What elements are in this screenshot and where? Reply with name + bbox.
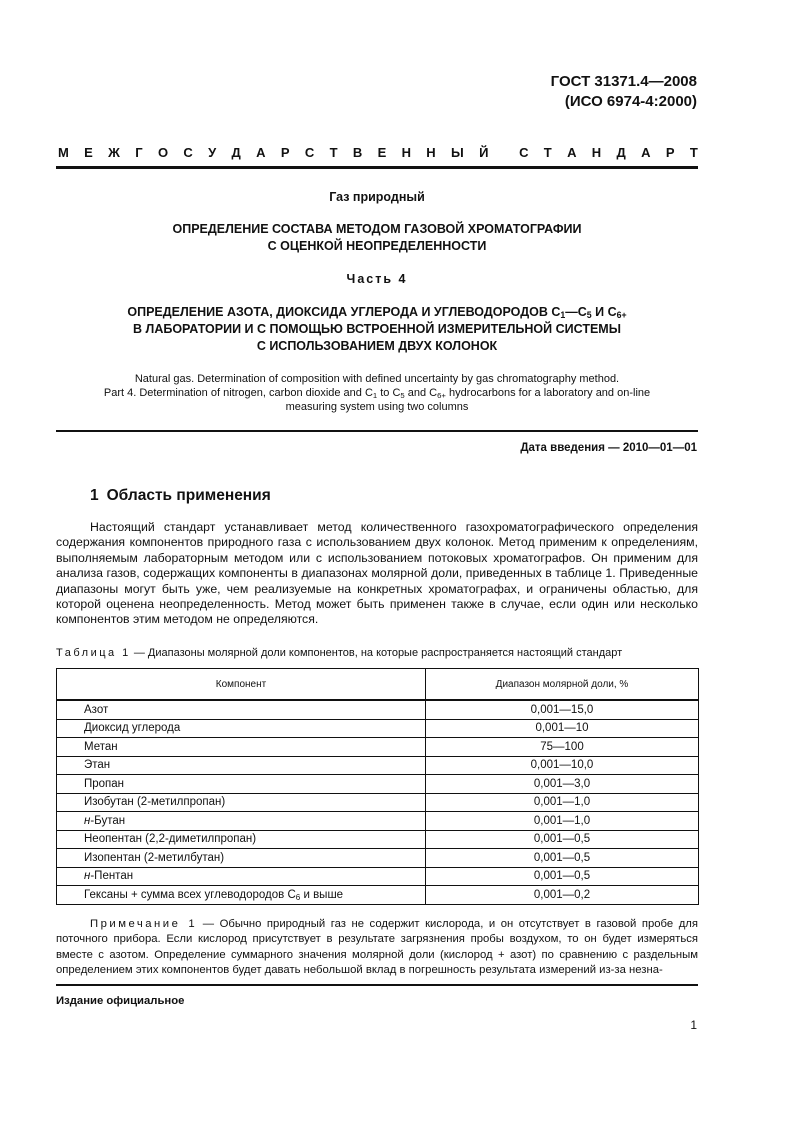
table-row: [57, 700, 699, 719]
interstate-letter: Е: [377, 145, 387, 160]
component-cell: Азот: [57, 700, 426, 719]
part-title-line-2: В ЛАБОРАТОРИИ И С ПОМОЩЬЮ ВСТРОЕННОЙ ИЗМЕРИТЕЛЬНОЙ СИСТЕМЫ: [133, 322, 621, 336]
range-cell: 0,001—10: [426, 719, 699, 738]
table-row: [57, 886, 699, 905]
range-cell: 0,001—10,0: [426, 756, 699, 775]
table-row: [57, 738, 699, 757]
document-title: [56, 221, 698, 255]
table-row: [57, 756, 699, 775]
component-cell: Изопентан (2-метилбутан): [57, 849, 426, 868]
interstate-letter: С: [304, 145, 315, 160]
interstate-letter: Ы: [451, 145, 464, 160]
interstate-letter: М: [58, 145, 69, 160]
edition-label: Издание официальное: [56, 995, 185, 1007]
title-divider: [56, 430, 698, 432]
interstate-letter: У: [208, 145, 217, 160]
component-ranges-table: [56, 668, 699, 905]
range-cell: 0,001—0,5: [426, 830, 699, 849]
table-caption-text: — Диапазоны молярной доли компонентов, на которые распространяется настоящий стандарт: [130, 647, 623, 659]
range-cell: 75—100: [426, 738, 699, 757]
column-header-range: Диапазон молярной доли, %: [426, 669, 699, 701]
interstate-letter: А: [641, 145, 651, 160]
table-header-row: [57, 669, 699, 701]
section-title: Область применения: [106, 487, 271, 504]
table-row: [57, 812, 699, 831]
english-title-line-1: Natural gas. Determination of composition with defined uncertainty by gas chromatography method.: [134, 373, 620, 385]
table-row: [57, 719, 699, 738]
english-title-line-3: measuring system using two columns: [285, 401, 469, 413]
interstate-letter: Н: [591, 145, 602, 160]
interstate-letter: Н: [426, 145, 436, 160]
part-title: [56, 304, 698, 355]
table-row: [57, 849, 699, 868]
note-1: [56, 917, 698, 979]
interstate-letter: Р: [280, 145, 290, 160]
component-cell: Изобутан (2-метилпропан): [57, 793, 426, 812]
date-introduced: Дата введения — 2010—01—01: [520, 442, 697, 454]
column-header-component: Компонент: [57, 669, 426, 701]
part-title-line-1: ОПРЕДЕЛЕНИЕ АЗОТА, ДИОКСИДА УГЛЕРОДА И УГЛЕВОДОРОДОВ $С_1—С_5$ И $С_{6+}$: [127, 305, 627, 321]
interstate-letter: Д: [616, 145, 626, 160]
interstate-letter: А: [256, 145, 266, 160]
section-paragraph: Настоящий стандарт устанавливает метод количественного газохроматографического определения содержания компонентов природного газа с использованием двух колонок. Метод применим к определениям, выполняемым лабораторным методом или с использованием потоковых хроматографов. Он применим для анализа газов, содержащих компоненты в диапазонах молярной доли, приведенных в таблице 1. Приведенные диапазоны могут быть уже, чем реализуемые на конкретных хроматографах, и ограничены областью, для которой оценена неопределенность. Метод может быть применен также в случае, если один или несколько компонентов этим методом не определяются.: [56, 520, 698, 627]
title-line-1: ОПРЕДЕЛЕНИЕ СОСТАВА МЕТОДОМ ГАЗОВОЙ ХРОМАТОГРАФИИ: [172, 222, 582, 236]
interstate-letter: Т: [543, 145, 552, 160]
title-line-2: С ОЦЕНКОЙ НЕОПРЕДЕЛЕННОСТИ: [267, 239, 487, 253]
component-cell: Гексаны + сумма всех углеводородов $С_6$ и выше: [57, 886, 426, 905]
footer-divider: [56, 984, 698, 986]
range-cell: 0,001—15,0: [426, 700, 699, 719]
component-cell: Метан: [57, 738, 426, 757]
note-text: — Обычно природный газ не содержит кислорода, и он отсутствует в газовой пробе для поточного прибора. Если кислород присутствует в результате загрязнения пробы воздухом, то он будет измеряться вместе с азотом. Определение суммарного значения молярной доли (кислород + азот) по сравнению с раздельным определением этих компонентов будет давать небольшой вклад в погрешность результата измерений из-за незна-: [56, 918, 698, 977]
interstate-letter: Е: [84, 145, 93, 160]
document-subtitle: Газ природный: [329, 190, 425, 204]
table-caption: [56, 647, 622, 659]
component-cell: Неопентан (2,2-диметилпропан): [57, 830, 426, 849]
interstate-letter: Т: [689, 145, 698, 160]
table-row: [57, 793, 699, 812]
component-cell: н-Пентан: [57, 867, 426, 886]
component-cell: н-Бутан: [57, 812, 426, 831]
interstate-letter: Ж: [108, 145, 120, 160]
component-cell: Пропан: [57, 775, 426, 794]
part-title-line-3: С ИСПОЛЬЗОВАНИЕМ ДВУХ КОЛОНОК: [256, 339, 498, 353]
note-label: Примечание 1: [90, 918, 198, 930]
range-cell: 0,001—1,0: [426, 812, 699, 831]
interstate-letter: С: [519, 145, 529, 160]
table-row: [57, 867, 699, 886]
range-cell: 0,001—0,5: [426, 849, 699, 868]
range-cell: 0,001—3,0: [426, 775, 699, 794]
interstate-letter: Н: [401, 145, 411, 160]
component-cell: Этан: [57, 756, 426, 775]
interstate-standard-heading: [58, 145, 698, 160]
interstate-letter: Т: [329, 145, 338, 160]
interstate-letter: С: [183, 145, 193, 160]
interstate-letter: В: [352, 145, 363, 160]
table-row: [57, 830, 699, 849]
standard-designation: [551, 72, 697, 112]
interstate-letter: А: [567, 145, 577, 160]
range-cell: 0,001—0,2: [426, 886, 699, 905]
table-row: [57, 775, 699, 794]
header-divider: [56, 166, 698, 169]
table-caption-label: Таблица 1: [56, 647, 131, 659]
interstate-letter: Й: [479, 145, 489, 160]
range-cell: 0,001—1,0: [426, 793, 699, 812]
iso-number: (ИСО 6974-4:2000): [564, 93, 697, 110]
interstate-letter: Г: [135, 145, 143, 160]
component-cell: Диоксид углерода: [57, 719, 426, 738]
part-label: Часть 4: [346, 272, 408, 286]
gost-number: ГОСТ 31371.4—2008: [550, 73, 697, 90]
section-heading: [90, 487, 271, 505]
section-number: 1: [90, 487, 99, 504]
interstate-letter: О: [157, 145, 169, 160]
interstate-letter: Р: [665, 145, 675, 160]
range-cell: 0,001—0,5: [426, 867, 699, 886]
interstate-letter: Д: [231, 145, 241, 160]
english-title: [56, 372, 698, 414]
page-number: 1: [690, 1018, 697, 1032]
english-title-line-2: Part 4. Determination of nitrogen, carbon dioxide and $C_1$ to $C_5$ and $C_{6+}$ hydrocarbons for a laboratory and on-line: [103, 387, 651, 400]
